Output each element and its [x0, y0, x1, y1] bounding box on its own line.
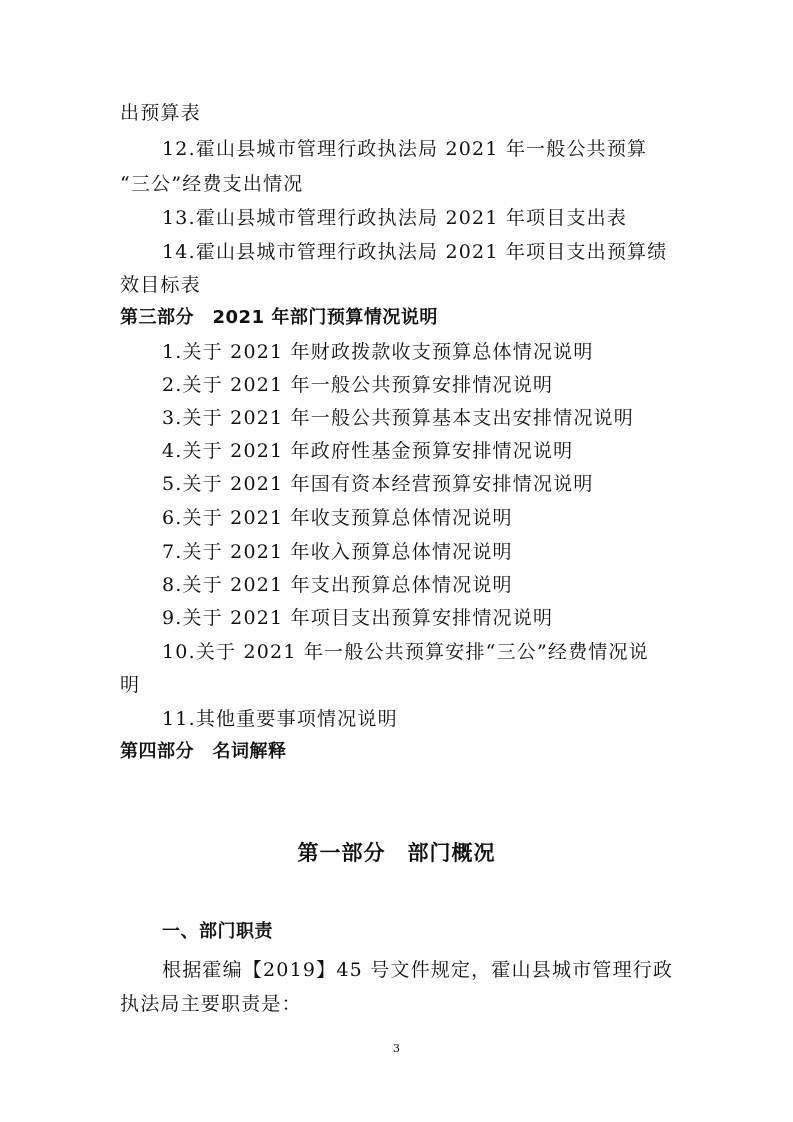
toc-part3-item: 7.关于 2021 年收入预算总体情况说明 — [162, 541, 513, 563]
toc-item-10-line2: 明 — [120, 674, 141, 696]
part4-heading: 第四部分 名词解释 — [120, 741, 287, 762]
page-number: 3 — [393, 1042, 400, 1055]
toc-item-12-line1: 12.霍山县城市管理行政执法局 2021 年一般公共预算 — [162, 138, 648, 160]
section-subheading: 一、部门职责 — [162, 921, 273, 942]
toc-item-10-line1: 10.关于 2021 年一般公共预算安排“三公”经费情况说 — [162, 641, 649, 663]
toc-continuation-line: 出预算表 — [120, 102, 201, 124]
toc-part3-item: 4.关于 2021 年政府性基金预算安排情况说明 — [162, 440, 574, 462]
body-paragraph-line2: 执法局主要职责是： — [120, 993, 302, 1015]
section-title: 第一部分 部门概况 — [297, 841, 496, 865]
toc-item-11: 11.其他重要事项情况说明 — [162, 708, 398, 730]
toc-part3-item: 9.关于 2021 年项目支出预算安排情况说明 — [162, 607, 554, 629]
toc-item-12-line2: “三公”经费支出情况 — [120, 173, 304, 195]
toc-item-14-line1: 14.霍山县城市管理行政执法局 2021 年项目支出预算绩 — [162, 241, 668, 263]
toc-part3-item: 8.关于 2021 年支出预算总体情况说明 — [162, 574, 513, 596]
toc-part3-item: 6.关于 2021 年收支预算总体情况说明 — [162, 507, 513, 529]
toc-item-13: 13.霍山县城市管理行政执法局 2021 年项目支出表 — [162, 207, 628, 229]
part3-heading: 第三部分 2021 年部门预算情况说明 — [120, 307, 438, 328]
toc-item-14-line2: 效目标表 — [120, 274, 201, 296]
body-paragraph-line1: 根据霍编【2019】45 号文件规定，霍山县城市管理行政 — [162, 959, 674, 981]
toc-part3-item: 1.关于 2021 年财政拨款收支预算总体情况说明 — [162, 341, 594, 363]
toc-part3-item: 5.关于 2021 年国有资本经营预算安排情况说明 — [162, 473, 594, 495]
toc-part3-item: 3.关于 2021 年一般公共预算基本支出安排情况说明 — [162, 407, 634, 429]
toc-part3-item: 2.关于 2021 年一般公共预算安排情况说明 — [162, 374, 554, 396]
